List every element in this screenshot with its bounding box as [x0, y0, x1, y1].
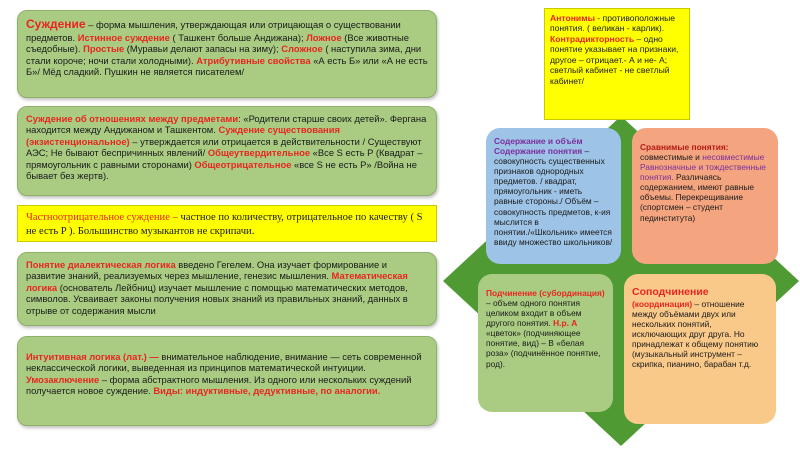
judgement-def: – форма мышления, утверждающая или отрицающая о существовании предметов. — [26, 19, 401, 43]
dialectical-logic-text: введено Гегелем. Она изучает формирование и развитие знаний, реализуемых через мышление, генезис мышления. — [26, 259, 388, 282]
false-judgement-example: (Все животные съедобные). — [26, 31, 409, 55]
antonyms-note — [544, 8, 690, 120]
inference-kinds-label: Виды: индуктивные, дедуктивные, по аналогии. — [153, 385, 381, 397]
inference-label: Умозаключение — [26, 373, 100, 385]
mathematical-logic-text: (основатель Лейбниц) изучает мышление с помощью математических методов, символов. Усваивает законы получения новых знаний из правильных знаний, данных в отрыве от содержания мысли — [26, 281, 408, 316]
existence-label: Суждение существования (экзистенциональное) — [26, 124, 340, 147]
complex-judgement-example: ( наступила зима, дни стали короче; ночи стали холодными). — [26, 43, 422, 66]
false-judgement-label: Ложное — [306, 31, 342, 43]
coordination-card — [624, 274, 776, 424]
intuitive-logic-label: Интуитивная логика (лат.) — — [26, 351, 159, 362]
attributive-example: «А есть Б» или «А не есть Б»/ Мёд сладкий. Пушкин не является писателем/ — [26, 54, 428, 78]
dialectical-logic-label: Понятие диалектическая логика — [26, 259, 176, 270]
comparable-concepts-card — [632, 128, 778, 264]
coordination-text: – отношение между объёмами двух или нескольких понятий, исключающих друг друга. Но принадлежат к общему понятию (музыкальный инструмент – скрипка, пианино, барабан т.д. — [632, 298, 759, 370]
true-judgement-example: ( Ташкент больше Андижана); — [169, 31, 307, 43]
concept-content-text: – совокупность существенных признаков однородных предметов. / квадрат, прямоугольник - иметь равные стороны./ Объём – совокупность предметов, к-ия мыслится в понятии./«Школьник» имеется ввиду множество школьников/ — [494, 146, 613, 247]
comparable-concepts-label: Сравнимые понятия: — [640, 142, 729, 152]
subordination-label: Подчинение (субординация) — [486, 288, 605, 298]
simple-judgement-example: (Муравьи делают запасы на зиму); — [124, 43, 282, 55]
true-judgement-label: Истинное суждение — [77, 31, 170, 43]
complex-judgement-label: Сложное — [281, 43, 323, 55]
relations-label: Суждение об отношениях между предметами — [26, 113, 239, 124]
logic-types-box — [17, 252, 437, 326]
subordination-card — [478, 274, 613, 412]
intuitive-logic-text: внимательное наблюдение, внимание — сеть современной неклассической логики, выведенная из принципов математической интуиции. — [26, 351, 422, 374]
contradictory-text: – одно понятие указывает на признаки, другое – отрицает.- А и не- А; светлый кабинет - не светлый кабинет/ — [550, 33, 679, 86]
intuitive-logic-box — [17, 336, 437, 426]
judgement-term: Суждение — [26, 17, 86, 31]
contradictory-label: Контрадикторность — [550, 33, 635, 44]
general-negative-example: «все S не есть P» /Война не бывает без жертв). — [26, 158, 417, 182]
partial-negative-text: частное по количеству, отрицательное по качеству ( S не есть P ). Большинство музыкантов не скрипачи. — [26, 212, 423, 238]
general-affirmative-example: «Все S есть P (Квадрат –прямоугольник с равными сторонами) — [26, 147, 423, 170]
inference-text: – форма абстрактного мышления. Из одного или нескольких суждений получается новое суждение. — [26, 373, 412, 397]
equivalent-concepts-text: Различаясь содержанием, имеют равные объемы. Перекрещивание (спортсмен – студент пединститута) — [640, 172, 755, 223]
partial-negative-box — [17, 205, 437, 242]
judgement-box — [17, 10, 437, 98]
antonyms-label: Антонимы — [550, 13, 595, 23]
equivalent-concepts-label: несовместимые Равнозначные и тождественные понятия. — [640, 152, 766, 183]
general-affirmative-label: Общеутвердительное — [207, 147, 311, 159]
coordination-label: (координация) — [632, 298, 693, 309]
coordination-title: Соподчинение — [632, 286, 709, 298]
subordination-example-label: Н.р. А — [553, 318, 578, 329]
attributive-label: Атрибутивные свойства — [196, 54, 311, 66]
antonyms-text: - противоположные понятия. ( великан - карлик). — [550, 13, 676, 34]
relations-box — [17, 106, 437, 196]
existence-def: – утверждается или отрицается в действительности / Существуют АЭС; Не бывают беспричинных явлений/ — [26, 135, 422, 159]
content-volume-card — [486, 128, 621, 264]
subordination-text: – объем одного понятия целиком входит в объем другого понятия. — [486, 298, 582, 329]
mathematical-logic-label: Математическая логика — [26, 270, 408, 293]
general-negative-label: Общеотрицательное — [194, 158, 292, 170]
partial-negative-label: Частноотрицательное суждение – — [26, 212, 178, 223]
subordination-example-text: «цветок» (подчиняющее понятие, вид) – В «белая роза» (подчинённое понятие, род). — [486, 328, 601, 369]
concept-content-label: Содержание понятия — [494, 146, 583, 157]
relations-example: : «Родители старше своих детей». Фергана находится между Андижаном и Ташкентом. — [26, 113, 427, 136]
simple-judgement-label: Простые — [83, 43, 125, 55]
content-volume-title: Содержание и объём — [494, 136, 583, 146]
comparable-concepts-text: совместимые и — [640, 152, 703, 163]
